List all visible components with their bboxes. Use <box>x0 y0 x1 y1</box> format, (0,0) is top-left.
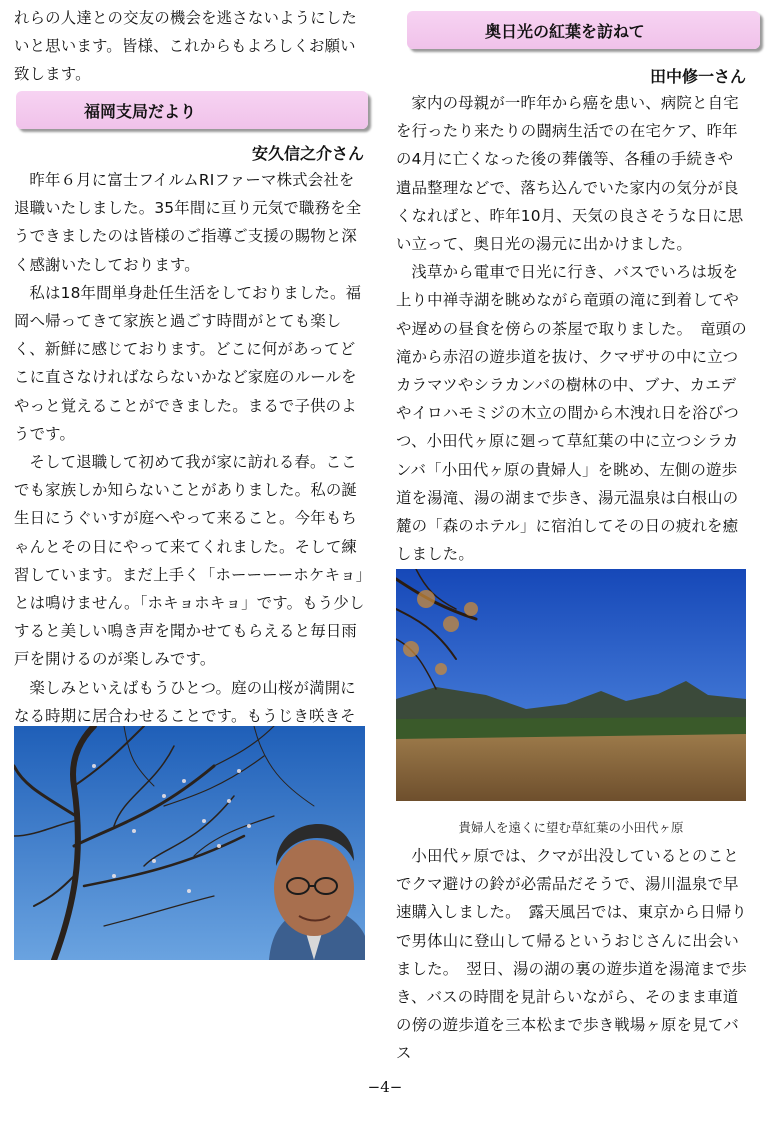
photo-illustration <box>396 569 746 801</box>
section-title-fukuoka <box>16 91 368 129</box>
author-name-left: 安久信之介さん <box>251 144 364 163</box>
paragraph: 私は18年間単身赴任生活をしておりました。福岡へ帰ってきて家族と過ごす時間がとても楽しく、新鮮に感じております。どこに何があってどこに直さなければならないかなど家庭のルールをやっと覚えることができました。まるで子供のようです。 <box>14 283 362 443</box>
paragraph: そして退職して初めて我が家に訪れる春。ここでも家族しか知らないことがありました。私の誕生日にうぐいすが庭へやって来ること。今年もちゃんとその日にやって来てくれました。そして練習しています。まだ上手く「ホーーーーホケキョ」とは鳴けません。「ホキョホキョ」です。もう少しすると美しい鳴き声を聞かせてもらえると毎日雨戸を開けるのが楽しみです。 <box>14 453 365 669</box>
section-title-okunikko <box>407 11 760 49</box>
photo-caption: 貴婦人を遠くに望む草紅葉の小田代ヶ原 <box>458 820 684 835</box>
paragraph: 小田代ヶ原では、クマが出没しているとのことでクマ避けの鈴が必需品だそうで、湯川温泉で早速購入しました。 露天風呂では、東京から日帰りで男体山に登山して帰るというおじさんに出会いました。 翌日、湯の湖の裏の遊歩道を湯滝まで歩き、バスの時間を見計らいながら、そのまま車道の傍の遊歩道を三本松まで歩き戦場ヶ原を見てバス <box>396 847 747 1063</box>
left-intro-paragraph: れらの人達との交友の機会を逃さないようにしたいと思います。皆様、これからもよろしくお願い致します。 <box>14 9 357 84</box>
page-number: −4− <box>367 1078 403 1096</box>
left-article-body <box>14 166 366 758</box>
author-name-right: 田中修一さん <box>649 67 746 86</box>
section-title-text: 福岡支局だより <box>84 101 197 121</box>
photo-illustration <box>14 726 365 960</box>
paragraph: 楽しみといえばもうひとつ。庭の山桜が満開になる時期に居合わせることです。もうじき咲きそ <box>14 678 356 725</box>
section-title-text: 奥日光の紅葉を訪ねて <box>485 21 645 41</box>
paragraph: 家内の母親が一昨年から癌を患い、病院と自宅を行ったり来たりの闘病生活での在宅ケア、昨年の4月に亡くなった後の葬儀等、各種の手続きや遺品整理などで、落ち込んでいた家内の気分が良くなればと、昨年10月、天気の良さそうな日に思い立って、奥日光の湯元に出かけました。 <box>396 94 744 254</box>
right-article-body-continued <box>396 842 748 1068</box>
paragraph: 昨年６月に富士フイルムRIファーマ株式会社を退職いたしました。35年間に亘り元気で職務を全うできましたのは皆様のご指導ご支援の賜物と深く感謝いたしております。 <box>14 171 362 274</box>
photo-odashirogahara <box>396 569 746 801</box>
paragraph: 浅草から電車で日光に行き、バスでいろは坂を上り中禅寺湖を眺めながら竜頭の滝に到着してやや遅めの昼食を傍らの茶屋で取りました。 竜頭の滝から赤沼の遊歩道を抜け、クマザサの中に立つカラマツやシラカンバの樹林の中、ブナ、カエデやイロハモミジの木立の間から木洩れ日を浴びつつ、小田代ヶ原に廻って草紅葉の中に立つシラカンバ「小田代ヶ原の貴婦人」を眺め、左側の遊歩道を湯滝、湯の湖まで歩き、湯元温泉は白根山の麓の「森のホテル」に宿泊してその日の疲れを癒しました。 <box>396 263 747 564</box>
right-article-body <box>396 89 748 568</box>
photo-man-under-cherry-tree <box>14 726 365 960</box>
